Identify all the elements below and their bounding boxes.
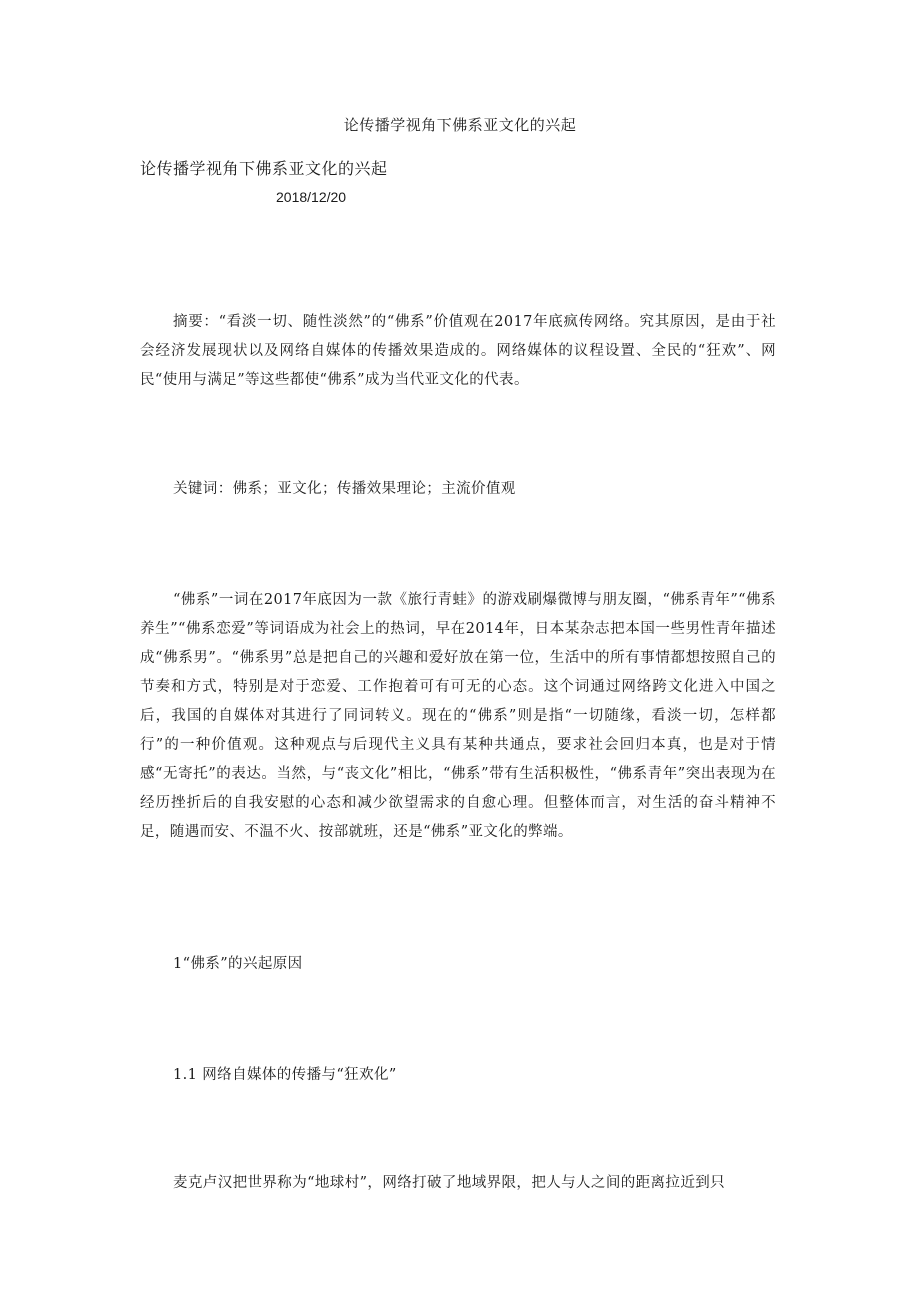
document-title: 论传播学视角下佛系亚文化的兴起	[343, 116, 577, 134]
section-heading-1-1: 1.1 网络自媒体的传播与“狂欢化”	[173, 1066, 397, 1083]
body-paragraph-2: 麦克卢汉把世界称为“地球村”，网络打破了地域界限，把人与人之间的距离拉近到只	[173, 1174, 726, 1191]
publish-date: 2018/12/20	[276, 189, 347, 205]
body-paragraph-1: “佛系”一词在2017年底因为一款《旅行青蛙》的游戏刷爆微博与朋友圈，“佛系青年”“佛系养生”“佛系恋爱”等词语成为社会上的热词，早在2014年，日本某杂志把本国一些男性青年描述成“佛系男”。“佛系男”总是把自己的兴趣和爱好放在第一位，生活中的所有事情都想按照自己的节奏和方式，特别是对于恋爱、工作抱着可有可无的心态。这个词通过网络跨文化进入中国之后，我国的自媒体对其进行了同词转义。现在的“佛系”则是指“一切随缘，看淡一切，怎样都行”的一种价值观。这种观点与后现代主义具有某种共通点，要求社会回归本真，也是对于情感“无寄托”的表达。当然，与“丧文化”相比，“佛系”带有生活积极性，“佛系青年”突出表现为在经历挫折后的自我安慰的心态和减少欲望需求的自愈心理。但整体而言，对生活的奋斗精神不足，随遇而安、不温不火、按部就班，还是“佛系”亚文化的弊端。	[140, 591, 776, 840]
article-subtitle: 论传播学视角下佛系亚文化的兴起	[140, 159, 388, 178]
section-heading-1: 1“佛系”的兴起原因	[173, 955, 303, 972]
keywords-paragraph: 关键词：佛系；亚文化；传播效果理论；主流价值观	[173, 480, 516, 497]
abstract-paragraph: 摘要：“看淡一切、随性淡然”的“佛系”价值观在2017年底疯传网络。究其原因，是由于社会经济发展现状以及网络自媒体的传播效果造成的。网络媒体的议程设置、全民的“狂欢”、网民“使用与满足”等这些都使“佛系”成为当代亚文化的代表。	[140, 313, 776, 388]
